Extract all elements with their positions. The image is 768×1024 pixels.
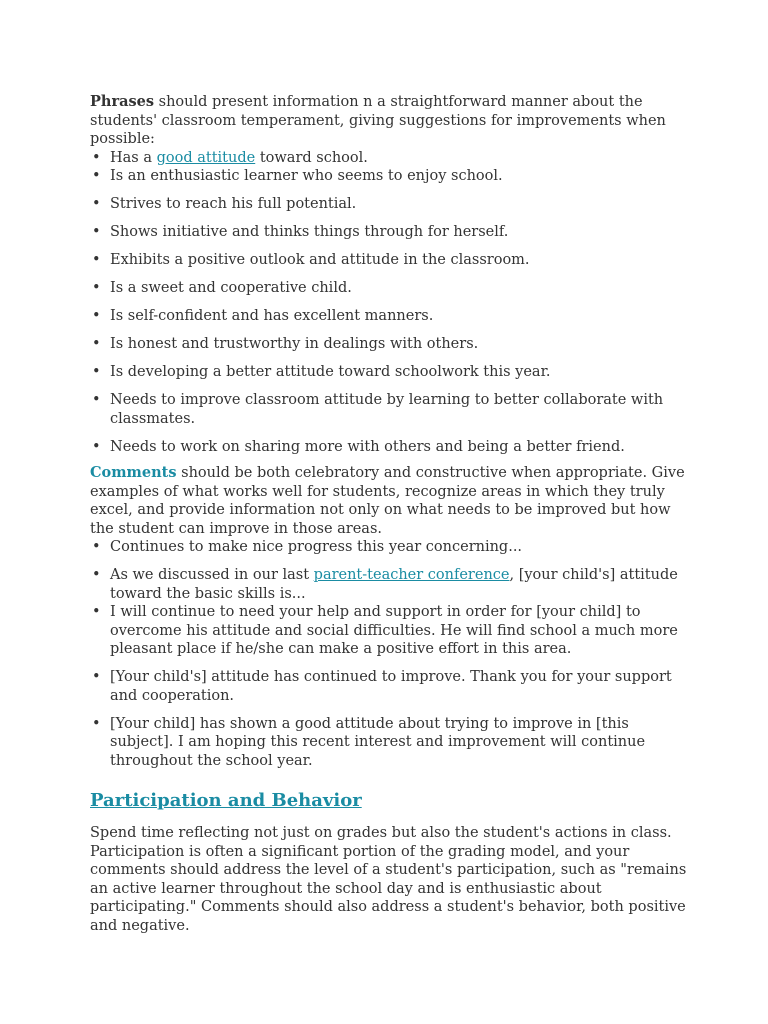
list-item: • Strives to reach his full potential.	[110, 195, 688, 214]
list-item-text: toward school.	[255, 149, 368, 166]
list-item-text: , [your child's] attitude toward the basic skills is...	[110, 567, 678, 602]
phrases-intro	[90, 93, 688, 149]
participation-heading[interactable]: Participation and Behavior	[90, 790, 362, 811]
list-item: • Is an enthusiastic learner who seems to enjoy school.	[110, 167, 688, 186]
list-item: • Needs to work on sharing more with others and being a better friend.	[110, 438, 688, 457]
list-item: • Shows initiative and thinks things through for herself.	[110, 223, 688, 242]
list-item: • I will continue to need your help and support in order for [your child] to overcome his attitude and social difficulties. He will find school a much more pleasant place if he/she can make a positive effort in this area.	[110, 603, 688, 659]
phrases-list	[90, 149, 688, 457]
list-item: • Is self-confident and has excellent manners.	[110, 307, 688, 326]
comments-intro-text: should be both celebratory and constructive when appropriate. Give examples of what works well for students, recognize areas in which they truly excel, and provide information not only on what needs to be improved but how the student can improve in those areas.	[90, 465, 685, 537]
list-item: • Is honest and trustworthy in dealings with others.	[110, 335, 688, 354]
parent-teacher-conference-link[interactable]: parent-teacher conference	[313, 567, 510, 583]
phrases-lead: Phrases	[90, 93, 155, 110]
list-item-text: As we discussed in our last	[110, 567, 314, 583]
list-item-text: Has a	[110, 149, 157, 166]
list-item: • Continues to make nice progress this year concerning...	[110, 538, 688, 557]
list-item: • Needs to improve classroom attitude by learning to better collaborate with classmates.	[110, 391, 688, 428]
comments-lead: Comments	[90, 464, 177, 481]
list-item: • Is developing a better attitude toward schoolwork this year.	[110, 363, 688, 382]
list-item	[110, 566, 688, 603]
list-item: • Is a sweet and cooperative child.	[110, 279, 688, 298]
good-attitude-link[interactable]: good attitude	[156, 149, 256, 166]
phrases-intro-text: should present information n a straightforward manner about the students' classroom temperament, giving suggestions for improvements when possible:	[90, 94, 666, 147]
list-item	[110, 149, 688, 168]
list-item: • [Your child] has shown a good attitude about trying to improve in [this subject]. I am hoping this recent interest and improvement will continue throughout the school year.	[110, 715, 688, 771]
list-item: • Exhibits a positive outlook and attitude in the classroom.	[110, 251, 688, 270]
comments-list	[90, 538, 688, 770]
comments-intro	[90, 464, 688, 538]
participation-text: Spend time reflecting not just on grades but also the student's actions in class. Participation is often a significant portion of the grading model, and your comments should address the level of a student's participation, such as "remains an active learner throughout the school day and is enthusiastic about participating." Comments should also address a student's behavior, both positive and negative.	[90, 825, 687, 934]
list-item: • [Your child's] attitude has continued to improve. Thank you for your support and cooperation.	[110, 668, 688, 705]
